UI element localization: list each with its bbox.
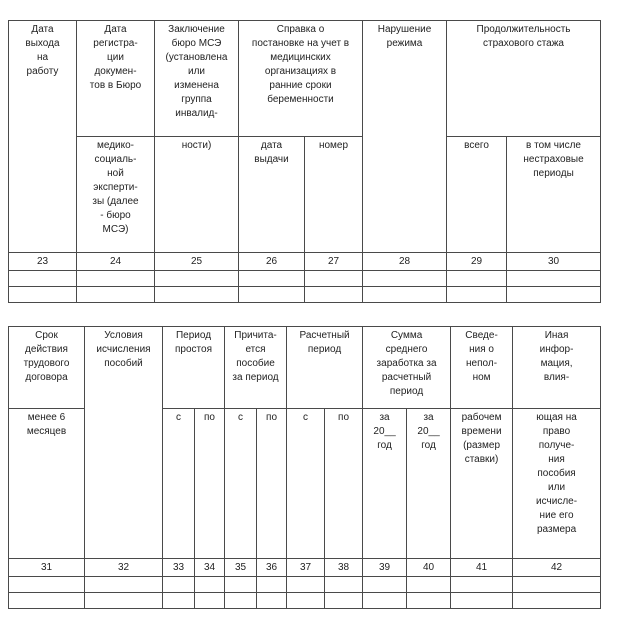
col-number: 40 <box>407 559 451 577</box>
empty-cell[interactable] <box>507 287 601 303</box>
empty-cell[interactable] <box>85 577 163 593</box>
col-number: 26 <box>239 253 305 271</box>
col-number: 24 <box>77 253 155 271</box>
empty-cell[interactable] <box>363 287 447 303</box>
empty-cell[interactable] <box>305 271 363 287</box>
header-spravka-group: Справка о постановке на учет в медицинских организациях в ранние сроки беременности <box>239 21 363 137</box>
header-col-39: за 20__ год <box>363 409 407 559</box>
empty-cell[interactable] <box>363 577 407 593</box>
col-number: 31 <box>9 559 85 577</box>
empty-cell[interactable] <box>9 593 85 609</box>
header-col-30: в том числе нестраховые периоды <box>507 137 601 253</box>
col-number: 42 <box>513 559 601 577</box>
empty-cell[interactable] <box>447 287 507 303</box>
empty-cell[interactable] <box>451 593 513 609</box>
header-col-28: Нарушение режима <box>363 21 447 253</box>
empty-cell[interactable] <box>363 271 447 287</box>
empty-cell[interactable] <box>363 593 407 609</box>
header-col-34: по <box>195 409 225 559</box>
empty-cell[interactable] <box>447 271 507 287</box>
table-2 <box>8 326 601 609</box>
empty-cell[interactable] <box>225 577 257 593</box>
empty-cell[interactable] <box>163 577 195 593</box>
table-row <box>9 593 601 609</box>
empty-cell[interactable] <box>407 593 451 609</box>
header-col-32: Условия исчисления пособий <box>85 327 163 559</box>
header-col-26: дата выдачи <box>239 137 305 253</box>
empty-cell[interactable] <box>513 593 601 609</box>
header-col-42-bottom: ющая на право получе- ния пособия или исчисле- ние его размера <box>513 409 601 559</box>
header-col-25-top: Заключение бюро МСЭ (установлена или изменена группа инвалид- <box>155 21 239 137</box>
col-number: 34 <box>195 559 225 577</box>
table-row <box>9 271 601 287</box>
header-col-37: с <box>287 409 325 559</box>
table-1 <box>8 20 601 303</box>
table-row <box>9 577 601 593</box>
col-number: 37 <box>287 559 325 577</box>
empty-cell[interactable] <box>325 577 363 593</box>
header-col-36: по <box>257 409 287 559</box>
empty-cell[interactable] <box>407 577 451 593</box>
empty-cell[interactable] <box>305 287 363 303</box>
empty-cell[interactable] <box>77 287 155 303</box>
col-number: 23 <box>9 253 77 271</box>
empty-cell[interactable] <box>85 593 163 609</box>
header-col-41-top: Сведе- ния о непол- ном <box>451 327 513 409</box>
header-col-24-bottom: медико- социаль- ной эксперти- зы (далее - бюро МСЭ) <box>77 137 155 253</box>
col-number: 30 <box>507 253 601 271</box>
empty-cell[interactable] <box>225 593 257 609</box>
col-number: 25 <box>155 253 239 271</box>
empty-cell[interactable] <box>163 593 195 609</box>
header-col-31-top: Срок действия трудового договора <box>9 327 85 409</box>
empty-cell[interactable] <box>9 271 77 287</box>
empty-cell[interactable] <box>513 577 601 593</box>
table-row <box>9 287 601 303</box>
empty-cell[interactable] <box>155 271 239 287</box>
col-number: 36 <box>257 559 287 577</box>
col-number: 29 <box>447 253 507 271</box>
col-number: 35 <box>225 559 257 577</box>
col-number: 41 <box>451 559 513 577</box>
header-col-25-bottom: ности) <box>155 137 239 253</box>
empty-cell[interactable] <box>77 271 155 287</box>
header-col-23: Дата выхода на работу <box>9 21 77 253</box>
header-summa-group: Сумма среднего заработка за расчетный период <box>363 327 451 409</box>
col-number: 28 <box>363 253 447 271</box>
col-number: 33 <box>163 559 195 577</box>
header-col-29: всего <box>447 137 507 253</box>
header-col-38: по <box>325 409 363 559</box>
header-col-31-bottom: менее 6 месяцев <box>9 409 85 559</box>
empty-cell[interactable] <box>195 577 225 593</box>
header-col-27: номер <box>305 137 363 253</box>
empty-cell[interactable] <box>9 287 77 303</box>
col-number: 39 <box>363 559 407 577</box>
header-prichitaetsya-group: Причита- ется пособие за период <box>225 327 287 409</box>
empty-cell[interactable] <box>257 593 287 609</box>
header-raschetny-group: Расчетный период <box>287 327 363 409</box>
header-col-41-bottom: рабочем времени (размер ставки) <box>451 409 513 559</box>
empty-cell[interactable] <box>287 577 325 593</box>
empty-cell[interactable] <box>239 271 305 287</box>
header-prostoy-group: Период простоя <box>163 327 225 409</box>
empty-cell[interactable] <box>195 593 225 609</box>
header-col-24-top: Дата регистра- ции докумен- тов в Бюро <box>77 21 155 137</box>
empty-cell[interactable] <box>451 577 513 593</box>
header-col-33: с <box>163 409 195 559</box>
empty-cell[interactable] <box>155 287 239 303</box>
header-col-40: за 20__ год <box>407 409 451 559</box>
col-number: 32 <box>85 559 163 577</box>
header-stazh-group: Продолжительность страхового стажа <box>447 21 601 137</box>
col-number: 38 <box>325 559 363 577</box>
col-number: 27 <box>305 253 363 271</box>
empty-cell[interactable] <box>287 593 325 609</box>
empty-cell[interactable] <box>257 577 287 593</box>
empty-cell[interactable] <box>9 577 85 593</box>
empty-cell[interactable] <box>507 271 601 287</box>
empty-cell[interactable] <box>239 287 305 303</box>
empty-cell[interactable] <box>325 593 363 609</box>
header-col-35: с <box>225 409 257 559</box>
header-col-42-top: Иная инфор- мация, влия- <box>513 327 601 409</box>
